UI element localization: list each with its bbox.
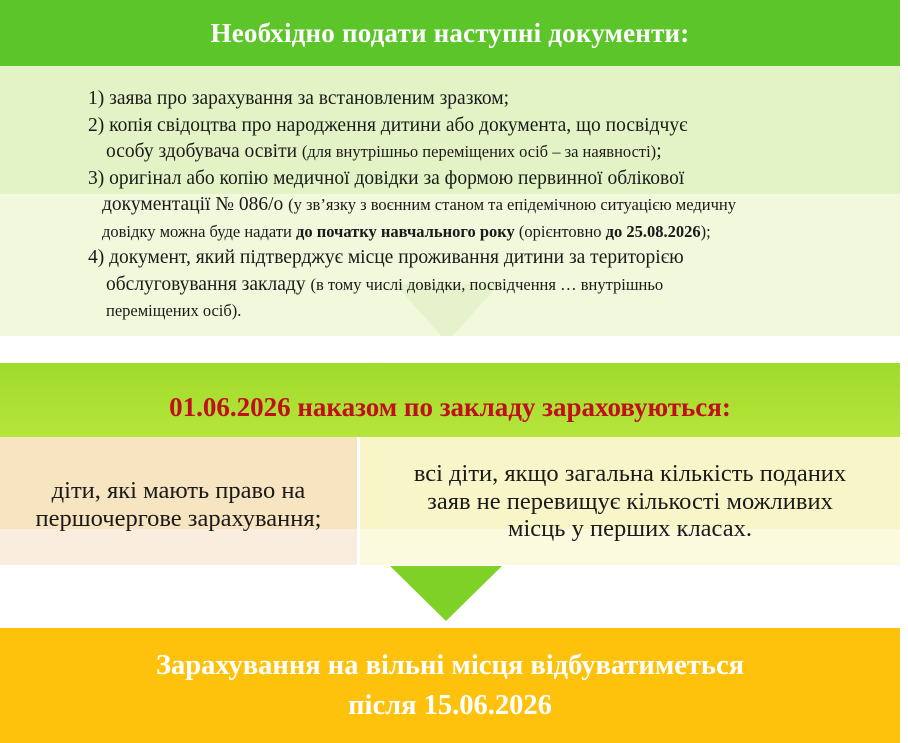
documents-panel — [0, 66, 900, 336]
order-title: 01.06.2026 наказом по закладу зараховуються: — [169, 391, 731, 422]
document-item-3-line: 3) оригінал або копію медичної довідки за формою первинної облікової — [88, 167, 685, 189]
document-item-3-note2-pre: довідку можна буде надати — [102, 221, 296, 241]
document-item-3-note2-end: ); — [700, 221, 711, 241]
document-item-3-date: до 25.08.2026 — [605, 221, 701, 241]
document-item-4-line: 4) документ, який підтверджує місце проживання дитини за територією — [88, 247, 684, 268]
left-column — [0, 437, 357, 565]
document-item-2 — [88, 113, 888, 166]
document-item-4-note2: переміщених осіб). — [106, 301, 242, 320]
left-column-line: першочергове зарахування; — [35, 504, 322, 532]
header-banner — [0, 0, 900, 66]
document-item-2-cont: особу здобувача освіти — [106, 141, 302, 162]
document-item-2-line: 2) копія свідоцтва про народження дитини або документа, що посвідчує — [88, 114, 688, 136]
down-arrow-icon — [390, 566, 502, 621]
right-column-text — [360, 460, 900, 543]
document-item-2-note: (для внутрішньо переміщених осіб – за наявності) — [301, 142, 657, 161]
document-item-3-cont: документації № 086/о — [102, 194, 289, 215]
document-item-4 — [88, 245, 888, 325]
right-column-line: всі діти, якщо загальна кількість поданих — [413, 460, 847, 487]
document-item-3-note2 — [88, 219, 888, 246]
document-item-1: 1) заява про зарахування за встановленим зразком; — [88, 88, 510, 109]
document-item-3-note1: (у зв’язку з воєнним станом та епідемічною ситуацією медичну — [288, 195, 736, 214]
document-item-3-note2-mid: (орієнтовно — [514, 221, 606, 241]
left-column-text — [0, 477, 357, 532]
document-item-4-note1: (в тому числі довідки, посвідчення … внутрішньо — [310, 274, 664, 294]
document-item-4-cont: обслуговування закладу — [106, 273, 311, 295]
footer-banner — [0, 628, 900, 743]
order-banner — [0, 363, 900, 437]
right-column-line: місць у перших класах. — [508, 515, 752, 542]
left-column-band — [0, 529, 357, 565]
document-item-2-end: ; — [656, 141, 662, 162]
header-title: Необхідно подати наступні документи: — [210, 17, 690, 48]
document-item-3-deadline: до початку навчального року — [295, 221, 515, 241]
left-column-line: діти, які мають право на — [51, 477, 306, 504]
documents-list — [88, 86, 888, 325]
right-column-line: заяв не перевищує кількості можливих — [427, 487, 833, 515]
footer-line-2: після 15.06.2026 — [348, 689, 552, 721]
footer-line-1: Зарахування на вільні місця відбуватиметься — [155, 649, 745, 681]
right-column — [360, 437, 900, 565]
document-item-3 — [88, 166, 888, 246]
